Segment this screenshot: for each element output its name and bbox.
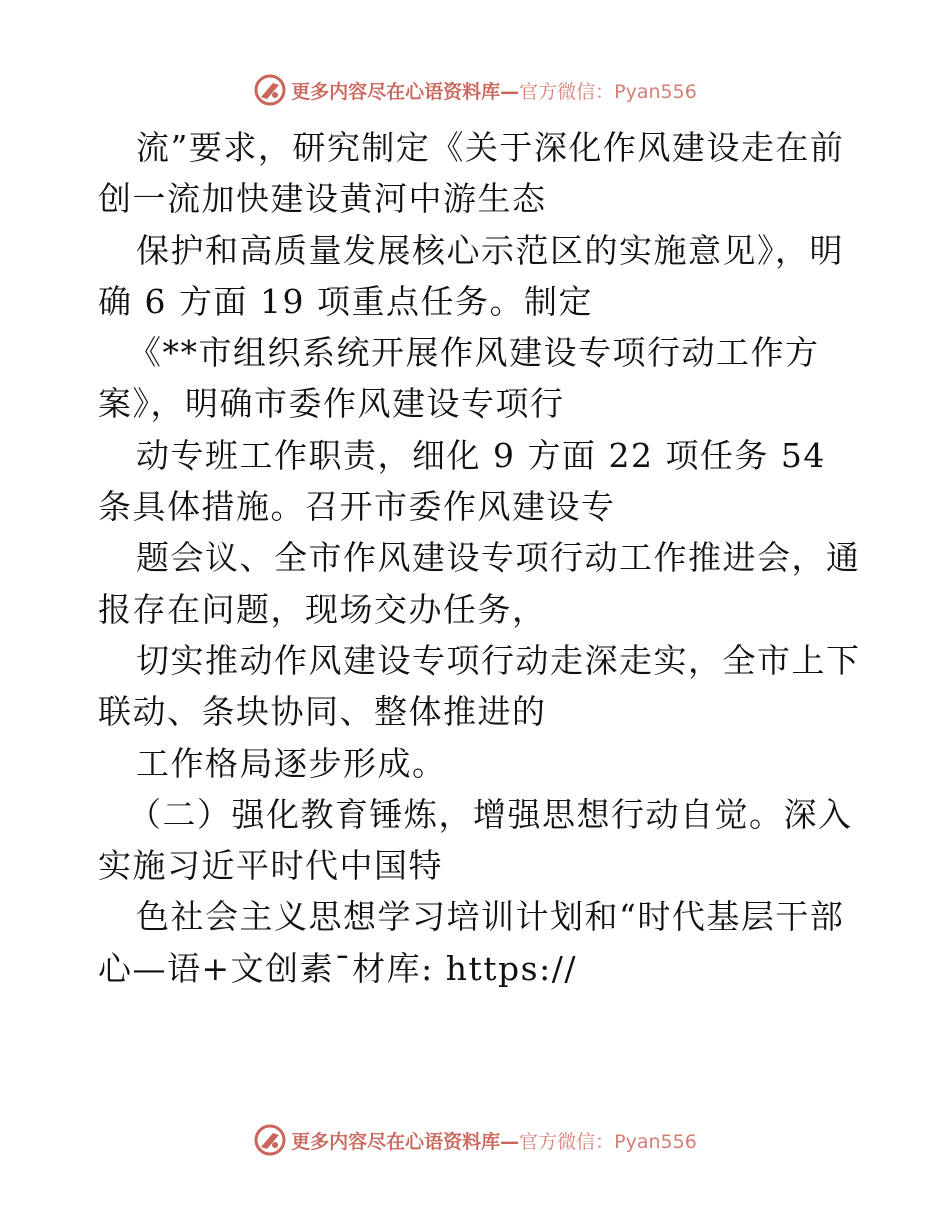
text-line: 切实推动作风建设专项行动走深走实，全市上下 bbox=[136, 640, 861, 680]
watermark-main: 更多内容尽在心语资料库 bbox=[291, 80, 501, 103]
watermark-main: 更多内容尽在心语资料库 bbox=[291, 1130, 501, 1153]
text-line: 色社会主义思想学习培训计划和“时代基层干部 bbox=[136, 897, 845, 937]
text-line: 心—语+文创素¯材库: https:// bbox=[98, 948, 577, 988]
text-line: 实施习近平时代中国特 bbox=[98, 846, 443, 886]
red-stamp-logo-icon bbox=[253, 73, 287, 107]
watermark-contact: 官方微信：Pyan556 bbox=[519, 1130, 697, 1153]
text-line: 《**市组织系统开展作风建设专项行动工作方 bbox=[128, 333, 820, 373]
watermark-contact: 官方微信：Pyan556 bbox=[519, 80, 697, 103]
text-line: 创一流加快建设黄河中游生态 bbox=[98, 179, 547, 219]
text-line: 题会议、全市作风建设专项行动工作推进会，通 bbox=[136, 538, 861, 578]
header-watermark bbox=[0, 70, 950, 110]
watermark-text bbox=[291, 77, 697, 104]
footer-watermark bbox=[0, 1120, 950, 1160]
red-stamp-logo-icon bbox=[253, 1123, 287, 1157]
text-line: 确 6 方面 19 项重点任务。制定 bbox=[98, 281, 593, 321]
watermark-dash: — bbox=[500, 80, 520, 103]
text-line: 联动、条块协同、整体推进的 bbox=[98, 692, 547, 732]
text-line: 报存在问题，现场交办任务， bbox=[98, 589, 547, 629]
text-line: 工作格局逐步形成。 bbox=[136, 743, 447, 783]
text-line: （二）强化教育锤炼，增强思想行动自觉。深入 bbox=[128, 794, 853, 834]
text-line: 动专班工作职责，细化 9 方面 22 项任务 54 bbox=[136, 435, 826, 475]
text-line: 流”要求，研究制定《关于深化作风建设走在前 bbox=[136, 128, 845, 167]
text-line: 条具体措施。召开市委作风建设专 bbox=[98, 487, 616, 527]
text-line: 案》，明确市委作风建设专项行 bbox=[98, 384, 565, 424]
watermark-text bbox=[291, 1127, 697, 1154]
watermark-dash: — bbox=[500, 1130, 520, 1153]
document-body bbox=[98, 122, 861, 994]
text-line: 保护和高质量发展核心示范区的实施意见》，明 bbox=[136, 230, 844, 270]
